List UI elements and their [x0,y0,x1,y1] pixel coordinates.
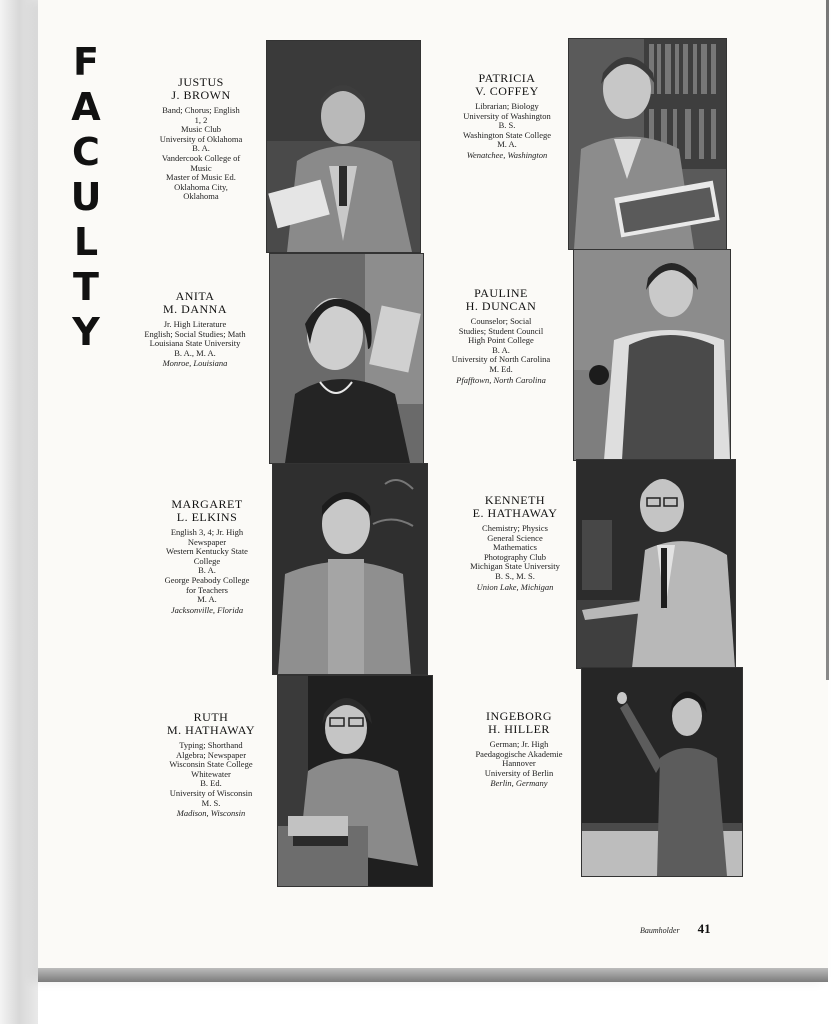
bio-last-name: L. ELKINS [176,510,238,524]
bio-detail: M. S. [201,797,221,808]
bio-detail: B. A. [192,143,210,154]
bio-detail: M. Ed. [489,363,513,374]
school-name: Baumholder [640,926,680,935]
bio-detail: University of North Carolina [451,354,551,365]
bio-pauline-duncan [426,287,576,385]
bio-detail: Washington State College [462,129,552,140]
bio-ruth-hathaway [136,711,286,819]
book-binding [0,0,38,1024]
bio-last-name: H. DUNCAN [465,299,537,313]
bio-patricia-coffey [432,72,582,161]
bio-detail: Typing; Shorthand [179,740,243,750]
bio-detail: for Teachers [186,584,228,595]
page-number: 41 [697,921,711,936]
portrait-photo-justus-brown [266,40,421,253]
bio-detail: Oklahoma [183,191,219,202]
faculty-vertical-title [66,40,106,355]
bio-detail: English 3, 4; Jr. High [170,527,244,537]
bio-detail: Algebra; Newspaper [175,749,247,760]
bio-justus-brown [126,76,276,202]
bio-detail: Michigan State University [470,561,560,572]
title-letter: Y [72,310,100,354]
bio-detail: Vandercook College of [161,152,241,163]
title-letter: U [70,175,102,219]
bio-detail: B. S., M. S. [495,570,535,581]
bio-detail: Master of Music Ed. [166,172,236,183]
title-letter: T [73,265,99,309]
bio-detail: B. A. [492,344,510,355]
portrait-photo-kenneth-hathaway [576,459,736,669]
bio-detail: Band; Chorus; English [162,105,240,115]
bio-detail: M. A. [497,139,517,150]
bio-first-name: KENNETH [484,493,546,507]
bio-first-name: JUSTUS [178,75,224,89]
bio-detail: Hannover [502,758,536,769]
title-letter: L [73,220,99,264]
bio-first-name: PATRICIA [478,71,536,85]
bio-first-name: PAULINE [474,286,528,300]
bio-detail: Studies; Student Council [458,325,544,336]
bio-hometown: Union Lake, Michigan [476,581,554,592]
bio-first-name: ANITA [175,289,215,303]
bio-hometown: Wenatchee, Washington [466,149,548,160]
portrait-photo-margaret-elkins [272,463,428,675]
bio-detail: Whitewater [191,768,231,779]
bio-margaret-elkins [132,498,282,615]
bio-hometown: Pfafftown, North Carolina [456,374,546,385]
bio-detail: University of Oklahoma [159,133,243,144]
bio-detail: Newspaper [187,536,227,547]
bio-detail: Music Club [181,124,221,135]
bio-first-name: MARGARET [171,497,243,511]
bio-detail: Librarian; Biology [475,101,539,111]
bio-detail: University of Wisconsin [169,787,253,798]
portrait-photo-ingeborg-hiller [581,667,743,877]
bio-detail: Chemistry; Physics [482,523,548,533]
bio-ingeborg-hiller [444,710,594,789]
bio-detail: Photography Club [483,551,547,562]
title-letter: F [73,40,99,84]
bio-last-name: E. HATHAWAY [472,506,558,520]
bio-detail: Music [190,162,212,173]
bio-detail: Paedagogische Akademie [475,748,563,759]
bio-detail: General Science [487,532,543,543]
bio-detail: Wisconsin State College [169,759,253,770]
bio-hometown: Madison, Wisconsin [176,808,246,819]
title-letter: C [72,130,100,174]
bio-detail: University of Berlin [484,767,554,778]
bio-detail: B. A., M. A. [174,347,216,358]
bio-detail: Counselor; Social [470,316,532,326]
portrait-photo-patricia-coffey [568,38,727,250]
bio-hometown: Berlin, Germany [490,778,548,789]
bio-detail: M. A. [197,594,217,605]
page-bottom-edge [38,968,828,982]
title-letter: A [71,85,101,129]
bio-last-name: M. DANNA [163,302,227,316]
bio-hometown: Jacksonville, Florida [170,604,244,615]
bio-detail: Mathematics [493,542,537,553]
bio-first-name: RUTH [193,710,229,724]
bio-detail: English; Social Studies; Math [144,328,246,339]
portrait-photo-anita-danna [269,253,424,464]
bio-detail: College [193,555,221,566]
bio-last-name: J. BROWN [171,88,231,102]
bio-hometown: Monroe, Louisiana [162,358,228,369]
bio-first-name: INGEBORG [486,709,552,723]
bio-last-name: M. HATHAWAY [166,723,256,737]
bio-detail: German; Jr. High [489,739,549,749]
bio-detail: George Peabody College [164,574,250,585]
bio-detail: B. Ed. [200,778,222,789]
bio-detail: University of Washington [463,110,551,121]
bio-detail: B. A. [198,565,216,576]
portrait-photo-pauline-duncan [573,249,731,461]
page-footer [640,921,711,937]
page-edge-shadow [826,0,829,680]
bio-detail: Oklahoma City, [174,181,228,192]
bio-last-name: H. HILLER [488,722,550,736]
bio-last-name: V. COFFEY [475,84,539,98]
bio-detail: 1, 2 [194,114,208,125]
portrait-photo-ruth-hathaway [277,675,433,887]
bio-detail: Western Kentucky State [166,546,248,557]
bio-detail: High Point College [468,335,534,346]
bio-detail: Louisiana State University [149,338,241,349]
bio-detail: B. S. [498,120,516,131]
bio-anita-danna [120,290,270,369]
bio-kenneth-hathaway [440,494,590,592]
bio-detail: Jr. High Literature [163,319,227,329]
